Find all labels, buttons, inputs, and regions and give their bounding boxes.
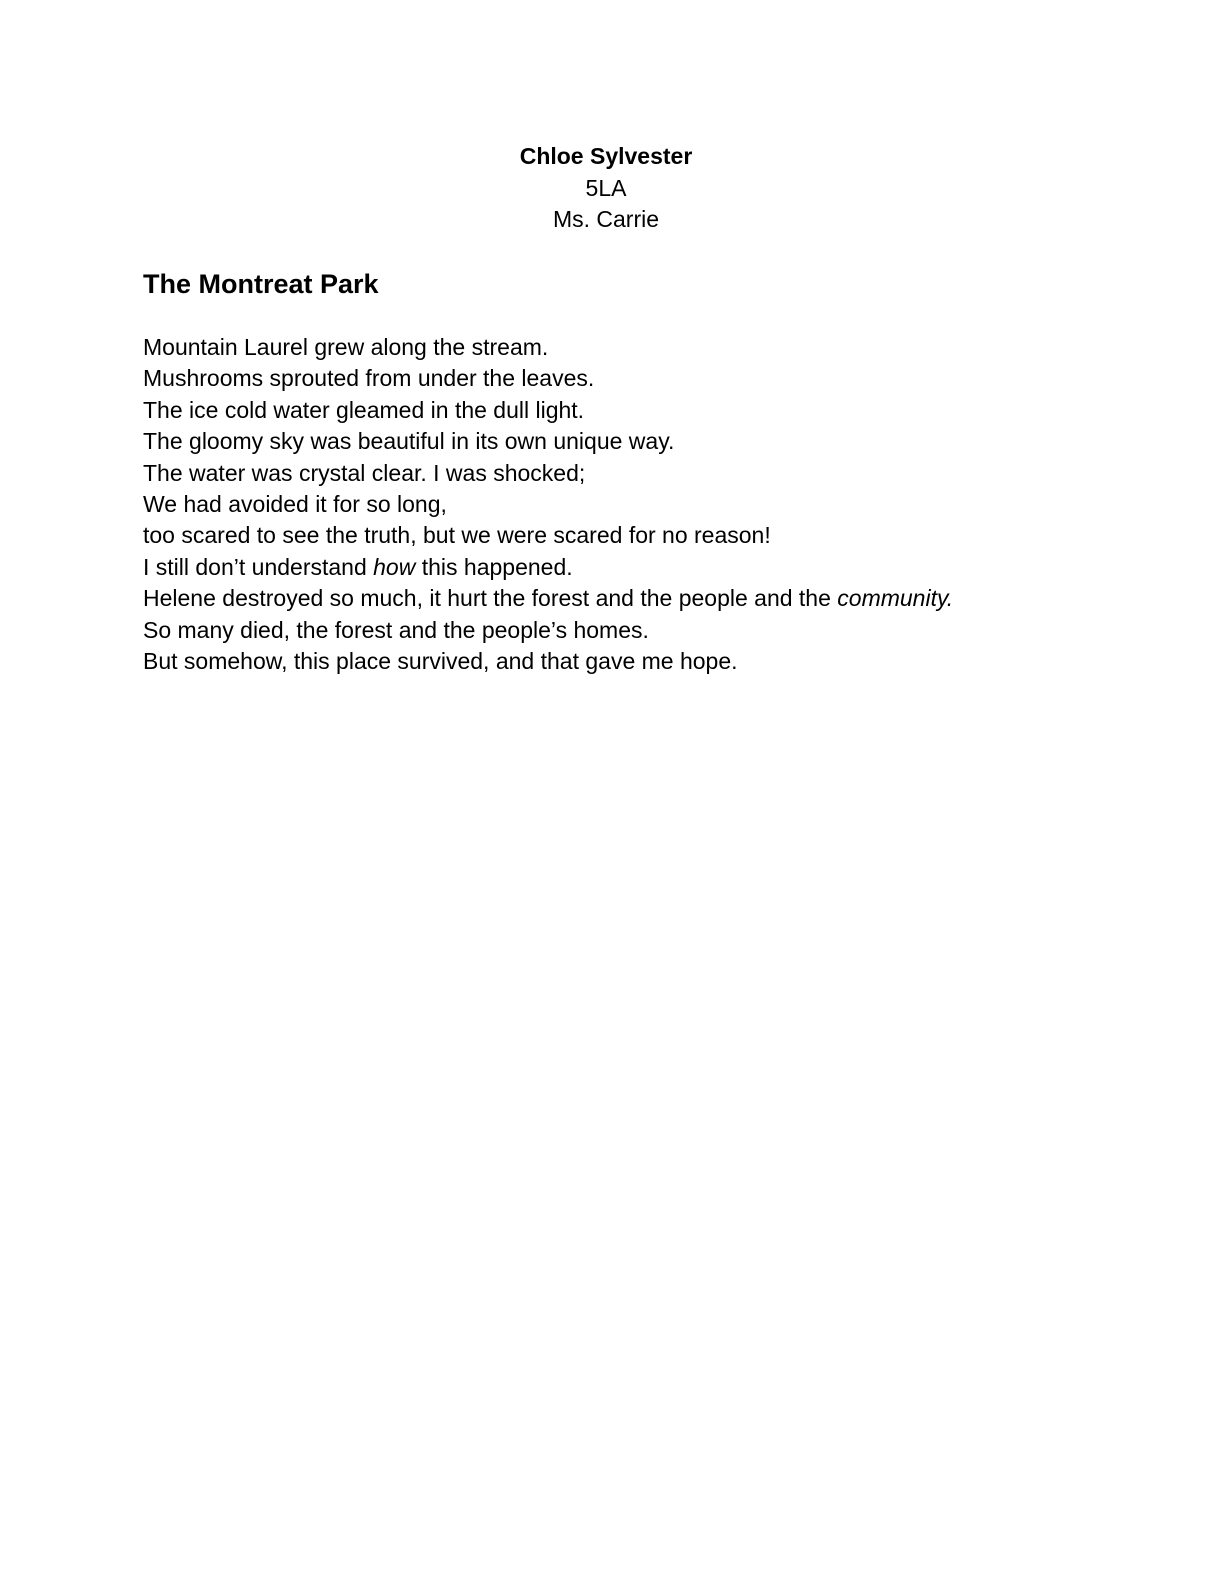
- class-name: 5LA: [585, 174, 627, 201]
- poem-line: The ice cold water gleamed in the dull light.: [143, 396, 585, 423]
- poem-line: [143, 552, 953, 583]
- poem-emphasis: community.: [837, 585, 954, 612]
- poem-emphasis: how: [373, 553, 416, 580]
- poem-line: The gloomy sky was beautiful in its own unique way.: [143, 428, 675, 455]
- poem-line-text: Helene destroyed so much, it hurt the forest and the people and the: [143, 585, 838, 612]
- poem-line: Mushrooms sprouted from under the leaves.: [143, 365, 595, 392]
- teacher-name: Ms. Carrie: [552, 206, 660, 232]
- author-name: Chloe Sylvester: [519, 143, 693, 169]
- poem-title: The Montreat Park: [143, 269, 379, 299]
- poem-line-text: I still don’t understand: [143, 553, 374, 580]
- document-header: [0, 141, 1212, 236]
- poem-body: [143, 332, 953, 677]
- poem-line-text: this happened.: [415, 553, 573, 580]
- poem-line: too scared to see the truth, but we were scared for no reason!: [143, 522, 771, 549]
- poem-line: Mountain Laurel grew along the stream.: [143, 334, 549, 360]
- poem-line: But somehow, this place survived, and that gave me hope.: [143, 648, 738, 675]
- poem-line: So many died, the forest and the people’s homes.: [143, 616, 649, 643]
- poem-line: The water was crystal clear. I was shocked;: [143, 459, 586, 486]
- poem-line: We had avoided it for so long,: [143, 491, 447, 518]
- poem-line: [143, 583, 953, 614]
